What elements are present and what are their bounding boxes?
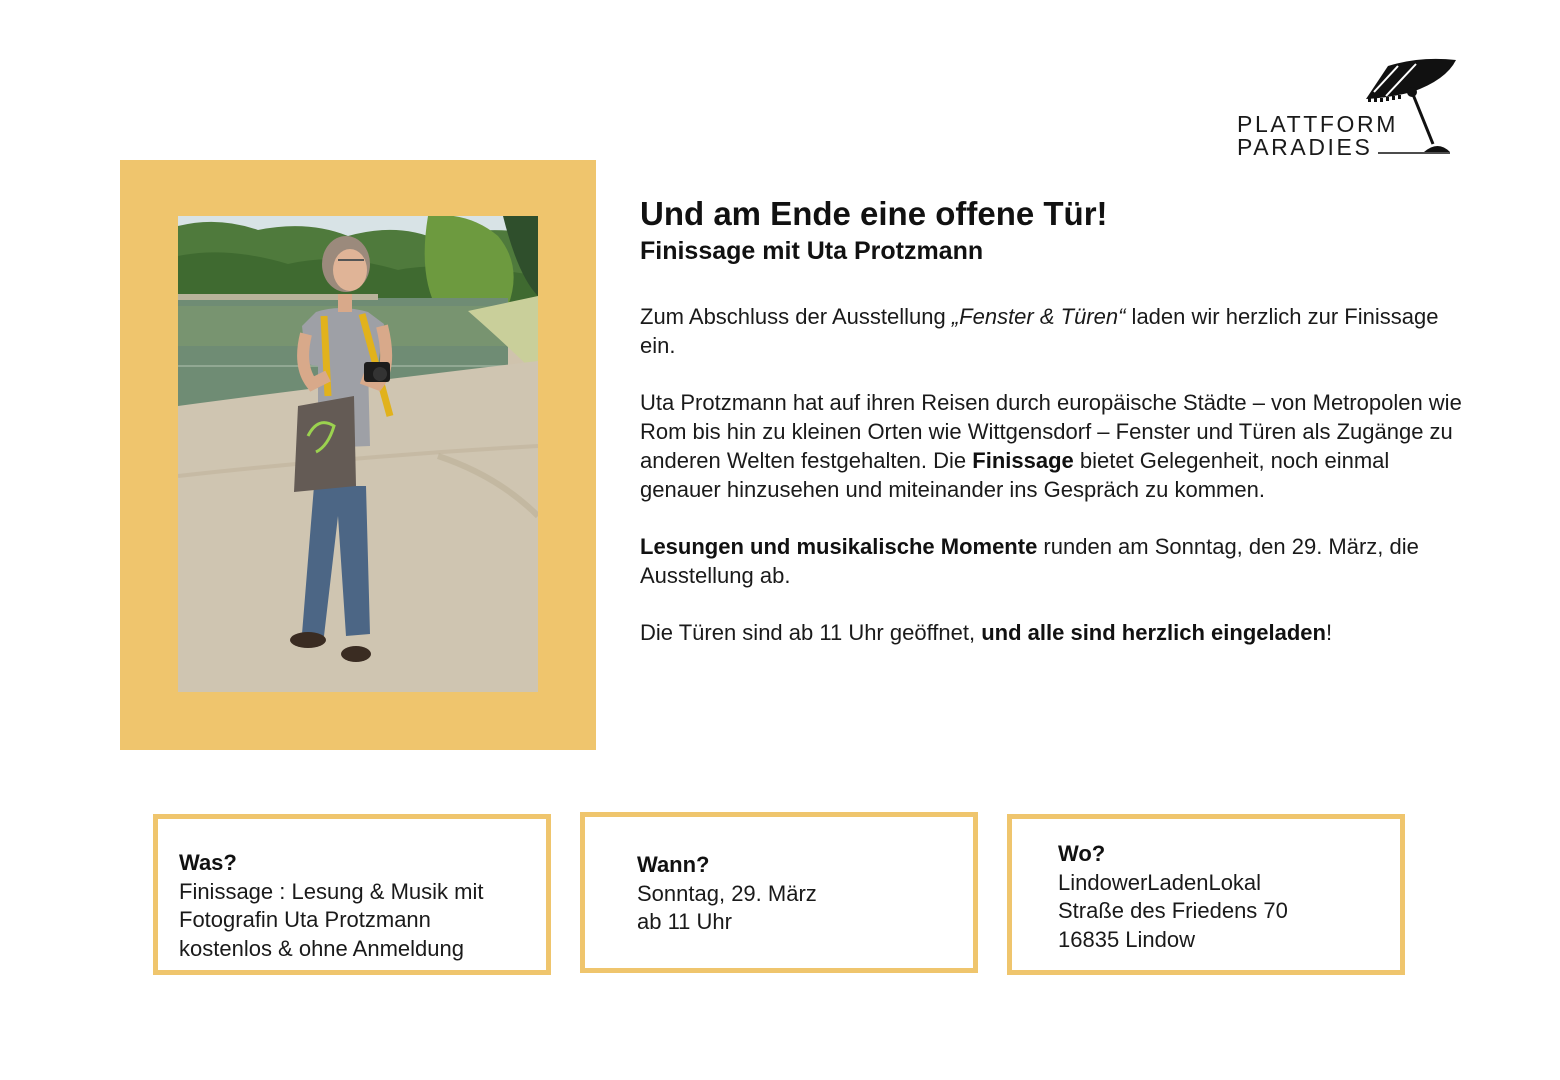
wo-title: Wo? xyxy=(1058,841,1106,866)
was-line: Finissage : Lesung & Musik mit xyxy=(179,878,484,904)
intro-paragraph: Zum Abschluss der Ausstellung „Fenster & Türen“ laden wir herzlich zur Finissage ein. xyxy=(640,304,1439,358)
wo-line: 16835 Lindow xyxy=(1058,926,1196,952)
was-line: Fotografin Uta Protzmann xyxy=(179,907,431,932)
subheadline: Finissage mit Uta Protzmann xyxy=(640,237,984,265)
was-title: Was? xyxy=(179,850,237,875)
logo-line-1: PLATTFORM xyxy=(1237,111,1398,137)
wann-title: Wann? xyxy=(637,852,710,877)
wo-line: LindowerLadenLokal xyxy=(1058,869,1262,895)
info-box-was xyxy=(153,814,551,975)
photographer-photo xyxy=(178,216,538,692)
logo-line-2: PARADIES xyxy=(1237,134,1373,160)
wo-line: Straße des Friedens 70 xyxy=(1058,898,1288,923)
info-box-wann xyxy=(580,812,978,973)
description-paragraph: Uta Protzmann hat auf ihren Reisen durch europäische Städte – von Metropolen wie Rom bis hin zu kleinen Orten wie Wittgensdorf – Fenster und Türen als Zugänge zu anderen Welten festgehalten. Die Finissage bietet Gelegenheit, noch einmal genauer hinzusehen und miteinander ins Gespräch zu kommen. xyxy=(640,390,1462,502)
program-paragraph: Lesungen und musikalische Momente runden am Sonntag, den 29. März, die Ausstellung ab. xyxy=(640,534,1419,588)
invitation-paragraph: Die Türen sind ab 11 Uhr geöffnet, und alle sind herzlich eingeladen! xyxy=(640,620,1333,645)
wann-line: ab 11 Uhr xyxy=(637,909,732,934)
wann-line: Sonntag, 29. März xyxy=(637,880,817,906)
main-content xyxy=(640,192,1470,647)
was-line: kostenlos & ohne Anmeldung xyxy=(179,935,464,961)
plattform-paradies-logo xyxy=(1228,52,1464,162)
headline: Und am Ende eine offene Tür! xyxy=(640,195,1108,232)
photo-frame xyxy=(120,160,596,750)
info-box-wo xyxy=(1007,814,1405,975)
